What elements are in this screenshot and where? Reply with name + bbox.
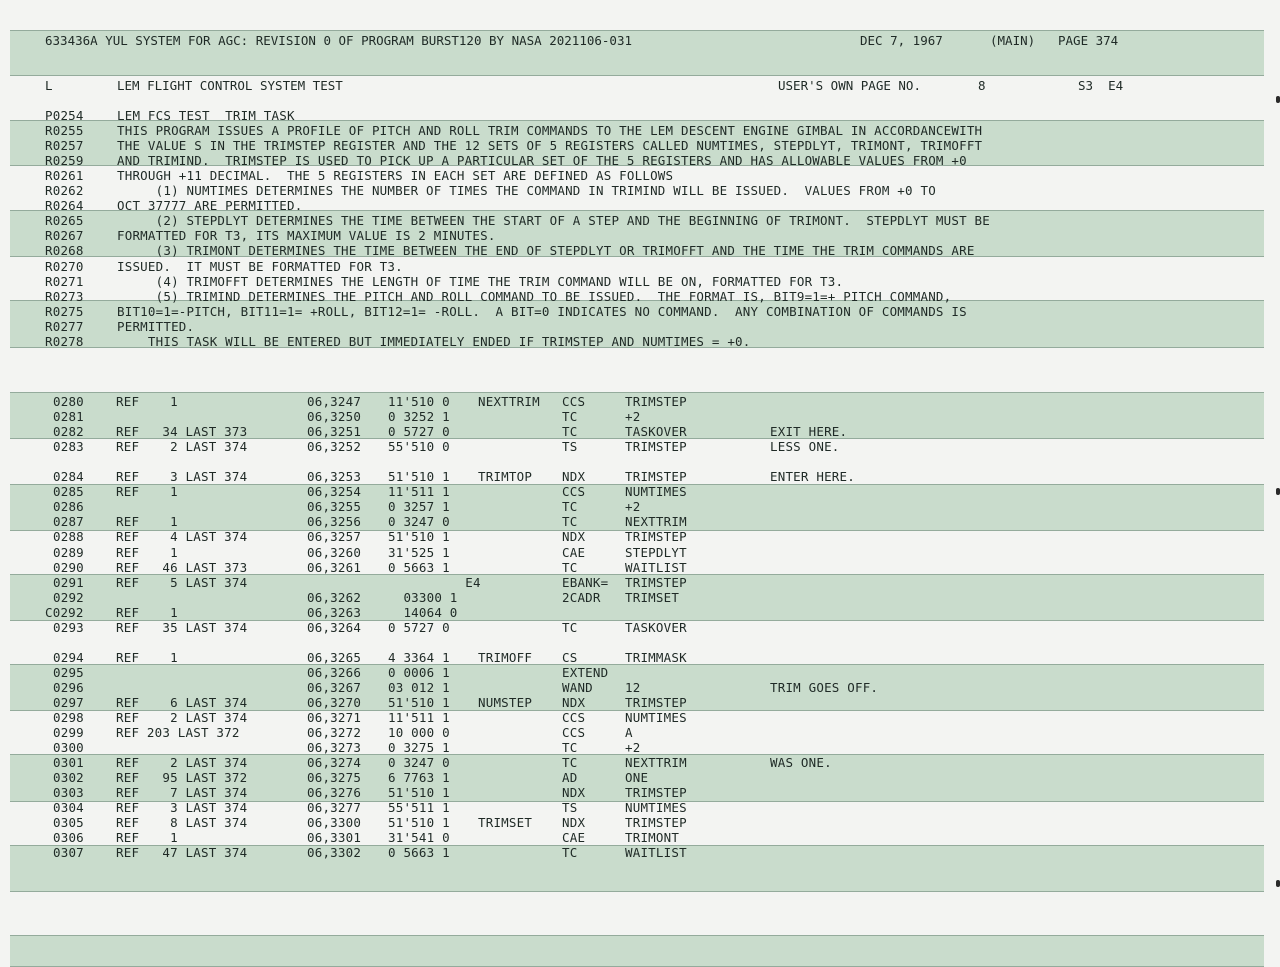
code-line-number: 0282 — [53, 424, 84, 439]
opcode: TC — [562, 499, 578, 514]
octal-word: 51'510 1 — [388, 469, 450, 484]
octal-word: 0 5663 1 — [388, 845, 450, 860]
remark-line-number: P0254 — [45, 108, 84, 123]
binder-hole — [1276, 96, 1280, 103]
remark-line-number: R0265 — [45, 213, 84, 228]
code-line-number: 0289 — [53, 545, 84, 560]
remark-text: (1) NUMTIMES DETERMINES THE NUMBER OF TIMES THE COMMAND IN TRIMIND WILL BE ISSUED. VALUES FROM +0 TO — [117, 183, 936, 198]
opcode: TC — [562, 755, 578, 770]
operand: TRIMSET — [625, 590, 680, 605]
memory-address: 06,3267 — [307, 680, 362, 695]
cross-reference: REF 34 LAST 373 — [116, 424, 248, 439]
octal-word: 51'510 1 — [388, 529, 450, 544]
cross-reference: REF 35 LAST 374 — [116, 620, 248, 635]
remark-text: PERMITTED. — [117, 319, 195, 334]
remark-text: (2) STEPDLYT DETERMINES THE TIME BETWEEN THE START OF A STEP AND THE BEGINNING OF TRIMONT. STEPDLYT MUST BE — [117, 213, 990, 228]
octal-word: 0 3247 0 — [388, 755, 450, 770]
code-line-number: 0299 — [53, 725, 84, 740]
memory-address: 06,3254 — [307, 484, 362, 499]
remark-text: LEM FCS TEST TRIM TASK — [117, 108, 295, 123]
code-line-number: 0302 — [53, 770, 84, 785]
operand: NUMTIMES — [625, 800, 687, 815]
opcode: CS — [562, 650, 578, 665]
code-line-number: 0291 — [53, 575, 84, 590]
header-date: DEC 7, 1967 — [860, 33, 943, 48]
operand: NEXTTRIM — [625, 514, 687, 529]
cross-reference: REF 2 LAST 374 — [116, 710, 248, 725]
operand: +2 — [625, 740, 641, 755]
octal-word: E4 — [388, 575, 481, 590]
remark-text: (4) TRIMOFFT DETERMINES THE LENGTH OF TIME THE TRIM COMMAND WILL BE ON, FORMATTED FOR T3. — [117, 274, 844, 289]
memory-address: 06,3263 — [307, 605, 362, 620]
symbol-label: NEXTTRIM — [478, 394, 540, 409]
memory-address: 06,3272 — [307, 725, 362, 740]
code-line-number: C0292 — [45, 605, 84, 620]
cross-reference: REF 8 LAST 374 — [116, 815, 248, 830]
cross-reference: REF 203 LAST 372 — [116, 725, 240, 740]
opcode: TC — [562, 409, 578, 424]
cross-reference: REF 1 — [116, 545, 178, 560]
remark-text: (3) TRIMONT DETERMINES THE TIME BETWEEN THE END OF STEPDLYT OR TRIMOFFT AND THE TIME THE TRIM COMMANDS ARE — [117, 243, 975, 258]
code-line-number: 0300 — [53, 740, 84, 755]
operand: WAITLIST — [625, 560, 687, 575]
opcode: CCS — [562, 725, 586, 740]
opcode: NDX — [562, 529, 586, 544]
header-page: PAGE 374 — [1058, 33, 1119, 48]
remark-line-number: R0255 — [45, 123, 84, 138]
cross-reference: REF 1 — [116, 830, 178, 845]
listing-header: 633436A YUL SYSTEM FOR AGC: REVISION 0 OF PROGRAM BURST120 BY NASA 2021106-031 — [45, 33, 632, 48]
opcode: EXTEND — [562, 665, 609, 680]
cross-reference: REF 4 LAST 374 — [116, 529, 248, 544]
octal-word: 0 0006 1 — [388, 665, 450, 680]
cross-reference: REF 3 LAST 374 — [116, 800, 248, 815]
opcode: TC — [562, 514, 578, 529]
memory-address: 06,3264 — [307, 620, 362, 635]
cross-reference: REF 1 — [116, 650, 178, 665]
memory-address: 06,3251 — [307, 424, 362, 439]
opcode: TC — [562, 424, 578, 439]
code-line-number: 0285 — [53, 484, 84, 499]
code-line-number: 0298 — [53, 710, 84, 725]
memory-address: 06,3257 — [307, 529, 362, 544]
cross-reference: REF 95 LAST 372 — [116, 770, 248, 785]
remark-line-number: R0278 — [45, 334, 84, 349]
remark-text: THE VALUE S IN THE TRIMSTEP REGISTER AND THE 12 SETS OF 5 REGISTERS CALLED NUMTIMES, STEPDLYT, TRIMONT, TRIMOFFT — [117, 138, 983, 153]
opcode: CCS — [562, 710, 586, 725]
memory-address: 06,3265 — [307, 650, 362, 665]
remark-text: THIS PROGRAM ISSUES A PROFILE OF PITCH AND ROLL TRIM COMMANDS TO THE LEM DESCENT ENGINE GIMBAL IN ACCORDANCEWITH — [117, 123, 983, 138]
binder-hole — [1276, 488, 1280, 495]
memory-address: 06,3276 — [307, 785, 362, 800]
opcode: NDX — [562, 815, 586, 830]
opcode: TC — [562, 560, 578, 575]
memory-address: 06,3270 — [307, 695, 362, 710]
octal-word: 11'511 1 — [388, 710, 450, 725]
code-line-number: 0304 — [53, 800, 84, 815]
code-line-number: 0295 — [53, 665, 84, 680]
memory-address: 06,3247 — [307, 394, 362, 409]
code-line-number: 0292 — [53, 590, 84, 605]
octal-word: 4 3364 1 — [388, 650, 450, 665]
code-comment: LESS ONE. — [770, 439, 840, 454]
code-line-number: 0301 — [53, 755, 84, 770]
operand: TRIMSTEP — [625, 439, 687, 454]
code-comment: TRIM GOES OFF. — [770, 680, 879, 695]
header-main: (MAIN) — [990, 33, 1036, 48]
octal-word: 0 5727 0 — [388, 424, 450, 439]
octal-word: 0 5727 0 — [388, 620, 450, 635]
octal-word: 11'510 0 — [388, 394, 450, 409]
code-line-number: 0305 — [53, 815, 84, 830]
code-line-number: 0286 — [53, 499, 84, 514]
cross-reference: REF 1 — [116, 514, 178, 529]
opcode: AD — [562, 770, 578, 785]
memory-address: 06,3255 — [307, 499, 362, 514]
operand: TRIMSTEP — [625, 469, 687, 484]
operand: A — [625, 725, 633, 740]
opcode: TS — [562, 439, 578, 454]
memory-address: 06,3252 — [307, 439, 362, 454]
memory-address: 06,3275 — [307, 770, 362, 785]
subheader-title: LEM FLIGHT CONTROL SYSTEM TEST — [117, 78, 343, 93]
cross-reference: REF 2 LAST 374 — [116, 439, 248, 454]
operand: ONE — [625, 770, 649, 785]
opcode: CAE — [562, 545, 586, 560]
memory-address: 06,3260 — [307, 545, 362, 560]
code-comment: WAS ONE. — [770, 755, 832, 770]
remark-text: ISSUED. IT MUST BE FORMATTED FOR T3. — [117, 259, 403, 274]
remark-text: BIT10=1=-PITCH, BIT11=1= +ROLL, BIT12=1= -ROLL. A BIT=0 INDICATES NO COMMAND. ANY COMBINATION OF COMMANDS IS — [117, 304, 967, 319]
octal-word: 31'541 0 — [388, 830, 450, 845]
code-line-number: 0280 — [53, 394, 84, 409]
memory-address: 06,3274 — [307, 755, 362, 770]
memory-address: 06,3277 — [307, 800, 362, 815]
binder-hole — [1276, 880, 1280, 887]
cross-reference: REF 2 LAST 374 — [116, 755, 248, 770]
remark-line-number: R0262 — [45, 183, 84, 198]
memory-address: 06,3253 — [307, 469, 362, 484]
opcode: NDX — [562, 695, 586, 710]
opcode: NDX — [562, 469, 586, 484]
octal-word: 0 3257 1 — [388, 499, 450, 514]
subheader-mark: L — [45, 78, 53, 93]
remark-text: FORMATTED FOR T3, ITS MAXIMUM VALUE IS 2 MINUTES. — [117, 228, 496, 243]
opcode: NDX — [562, 785, 586, 800]
opcode: CAE — [562, 830, 586, 845]
remark-text: AND TRIMIND. TRIMSTEP IS USED TO PICK UP A PARTICULAR SET OF THE 5 REGISTERS AND HAS ALLOWABLE VALUES FROM +0 — [117, 153, 967, 168]
remark-line-number: R0259 — [45, 153, 84, 168]
code-comment: ENTER HERE. — [770, 469, 855, 484]
code-line-number: 0284 — [53, 469, 84, 484]
users-page-label: USER'S OWN PAGE NO. — [778, 78, 921, 93]
code-line-number: 0293 — [53, 620, 84, 635]
operand: +2 — [625, 409, 641, 424]
operand: TRIMSTEP — [625, 785, 687, 800]
code-line-number: 0297 — [53, 695, 84, 710]
code-line-number: 0288 — [53, 529, 84, 544]
octal-word: 14064 0 — [388, 605, 458, 620]
memory-address: 06,3302 — [307, 845, 362, 860]
code-line-number: 0307 — [53, 845, 84, 860]
memory-address: 06,3273 — [307, 740, 362, 755]
code-comment: EXIT HERE. — [770, 424, 848, 439]
memory-address: 06,3301 — [307, 830, 362, 845]
memory-address: 06,3250 — [307, 409, 362, 424]
remark-line-number: R0275 — [45, 304, 84, 319]
remark-text: (5) TRIMIND DETERMINES THE PITCH AND ROLL COMMAND TO BE ISSUED. THE FORMAT IS, BIT9=1=+ PITCH COMMAND, — [117, 289, 952, 304]
code-line-number: 0283 — [53, 439, 84, 454]
opcode: TC — [562, 740, 578, 755]
octal-word: 51'510 1 — [388, 695, 450, 710]
cross-reference: REF 3 LAST 374 — [116, 469, 248, 484]
memory-address: 06,3271 — [307, 710, 362, 725]
operand: STEPDLYT — [625, 545, 687, 560]
operand: TRIMSTEP — [625, 529, 687, 544]
memory-address: 06,3266 — [307, 665, 362, 680]
octal-word: 6 7763 1 — [388, 770, 450, 785]
code-line-number: 0294 — [53, 650, 84, 665]
octal-word: 0 5663 1 — [388, 560, 450, 575]
remark-line-number: R0273 — [45, 289, 84, 304]
remark-line-number: R0270 — [45, 259, 84, 274]
memory-address: 06,3261 — [307, 560, 362, 575]
cross-reference: REF 1 — [116, 394, 178, 409]
octal-word: 55'510 0 — [388, 439, 450, 454]
octal-word: 51'510 1 — [388, 815, 450, 830]
symbol-label: TRIMSET — [478, 815, 533, 830]
octal-word: 0 3275 1 — [388, 740, 450, 755]
opcode: 2CADR — [562, 590, 601, 605]
octal-word: 55'511 1 — [388, 800, 450, 815]
cross-reference: REF 47 LAST 374 — [116, 845, 248, 860]
octal-word: 03 012 1 — [388, 680, 450, 695]
opcode: TS — [562, 800, 578, 815]
code-line-number: 0306 — [53, 830, 84, 845]
operand: TRIMSTEP — [625, 394, 687, 409]
remark-text: OCT 37777 ARE PERMITTED. — [117, 198, 303, 213]
octal-word: 31'525 1 — [388, 545, 450, 560]
cross-reference: REF 1 — [116, 605, 178, 620]
subheader-code: S3 E4 — [1078, 78, 1124, 93]
octal-word: 03300 1 — [388, 590, 458, 605]
operand: TRIMONT — [625, 830, 680, 845]
memory-address: 06,3256 — [307, 514, 362, 529]
symbol-label: TRIMOFF — [478, 650, 533, 665]
remark-line-number: R0257 — [45, 138, 84, 153]
operand: TASKOVER — [625, 424, 687, 439]
opcode: WAND — [562, 680, 593, 695]
symbol-label: NUMSTEP — [478, 695, 533, 710]
remark-line-number: R0271 — [45, 274, 84, 289]
operand: NEXTTRIM — [625, 755, 687, 770]
operand: +2 — [625, 499, 641, 514]
remark-line-number: R0267 — [45, 228, 84, 243]
remark-text: THROUGH +11 DECIMAL. THE 5 REGISTERS IN EACH SET ARE DEFINED AS FOLLOWS — [117, 168, 674, 183]
operand: NUMTIMES — [625, 484, 687, 499]
octal-word: 51'510 1 — [388, 785, 450, 800]
operand: WAITLIST — [625, 845, 687, 860]
opcode: TC — [562, 845, 578, 860]
operand: NUMTIMES — [625, 710, 687, 725]
cross-reference: REF 1 — [116, 484, 178, 499]
symbol-label: TRIMTOP — [478, 469, 533, 484]
octal-word: 0 3247 0 — [388, 514, 450, 529]
octal-word: 10 000 0 — [388, 725, 450, 740]
paper-band — [10, 935, 1264, 967]
remark-line-number: R0268 — [45, 243, 84, 258]
opcode: EBANK= — [562, 575, 609, 590]
operand: 12 — [625, 680, 641, 695]
code-line-number: 0296 — [53, 680, 84, 695]
cross-reference: REF 7 LAST 374 — [116, 785, 248, 800]
operand: TASKOVER — [625, 620, 687, 635]
code-line-number: 0303 — [53, 785, 84, 800]
operand: TRIMSTEP — [625, 815, 687, 830]
octal-word: 0 3252 1 — [388, 409, 450, 424]
code-line-number: 0287 — [53, 514, 84, 529]
code-line-number: 0290 — [53, 560, 84, 575]
opcode: TC — [562, 620, 578, 635]
code-line-number: 0281 — [53, 409, 84, 424]
opcode: CCS — [562, 394, 586, 409]
cross-reference: REF 6 LAST 374 — [116, 695, 248, 710]
operand: TRIMSTEP — [625, 695, 687, 710]
opcode: CCS — [562, 484, 586, 499]
cross-reference: REF 5 LAST 374 — [116, 575, 248, 590]
memory-address: 06,3262 — [307, 590, 362, 605]
remark-line-number: R0277 — [45, 319, 84, 334]
remark-text: THIS TASK WILL BE ENTERED BUT IMMEDIATELY ENDED IF TRIMSTEP AND NUMTIMES = +0. — [117, 334, 751, 349]
octal-word: 11'511 1 — [388, 484, 450, 499]
operand: TRIMSTEP — [625, 575, 687, 590]
users-page-num: 8 — [978, 78, 986, 93]
cross-reference: REF 46 LAST 373 — [116, 560, 248, 575]
operand: TRIMMASK — [625, 650, 687, 665]
remark-line-number: R0264 — [45, 198, 84, 213]
memory-address: 06,3300 — [307, 815, 362, 830]
remark-line-number: R0261 — [45, 168, 84, 183]
